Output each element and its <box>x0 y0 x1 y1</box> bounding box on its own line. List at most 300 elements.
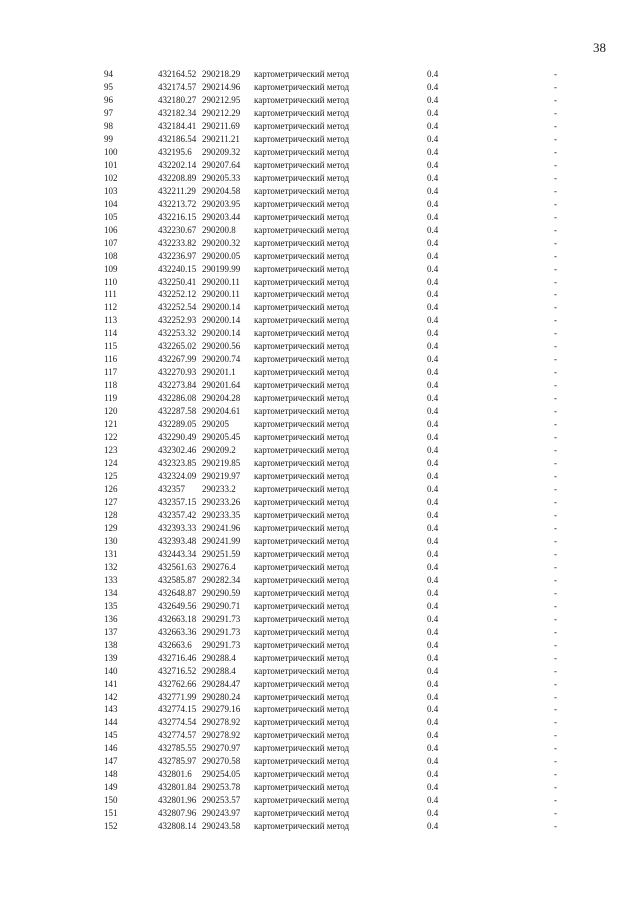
table-row <box>0 678 640 691</box>
coordinate-y-cell: 290205 <box>202 419 229 430</box>
table-row <box>0 444 640 457</box>
note-cell: - <box>554 626 557 637</box>
note-cell: - <box>554 328 557 339</box>
method-cell: картометрический метод <box>254 302 350 313</box>
table-row <box>0 301 640 314</box>
coordinate-x-cell: 432184.41 <box>158 120 197 131</box>
table-row <box>0 392 640 405</box>
point-number-cell: 128 <box>104 509 118 520</box>
method-cell: картометрический метод <box>254 782 350 793</box>
table-row <box>0 535 640 548</box>
point-number-cell: 140 <box>104 665 118 676</box>
table-row <box>0 107 640 120</box>
note-cell: - <box>554 69 557 79</box>
point-number-cell: 152 <box>104 821 118 832</box>
table-row <box>0 211 640 224</box>
accuracy-cell: 0.4 <box>427 613 439 624</box>
accuracy-cell: 0.4 <box>427 393 439 404</box>
point-number-cell: 135 <box>104 600 118 611</box>
method-cell: картометрический метод <box>254 484 350 494</box>
accuracy-cell: 0.4 <box>427 81 439 92</box>
note-cell: - <box>554 535 557 546</box>
coordinate-x-cell: 432273.84 <box>158 380 197 391</box>
accuracy-cell: 0.4 <box>427 548 439 559</box>
method-cell: картометрический метод <box>254 380 350 391</box>
coordinate-y-cell: 290200.14 <box>202 302 241 313</box>
note-cell: - <box>554 484 557 494</box>
note-cell: - <box>554 367 557 378</box>
method-cell: картометрический метод <box>254 795 350 806</box>
table-row <box>0 159 640 172</box>
method-cell: картометрический метод <box>254 120 350 131</box>
method-cell: картометрический метод <box>254 691 350 702</box>
point-number-cell: 106 <box>104 224 118 235</box>
method-cell: картометрический метод <box>254 250 350 261</box>
coordinate-x-cell: 432771.99 <box>158 691 197 702</box>
note-cell: - <box>554 107 557 118</box>
table-row <box>0 496 640 509</box>
coordinate-y-cell: 290200.11 <box>202 276 240 287</box>
method-cell: картометрический метод <box>254 367 350 378</box>
coordinate-x-cell: 432240.15 <box>158 263 197 274</box>
coordinate-x-cell: 432265.02 <box>158 341 197 352</box>
method-cell: картометрический метод <box>254 717 350 728</box>
note-cell: - <box>554 276 557 287</box>
table-row <box>0 224 640 237</box>
table-row <box>0 431 640 444</box>
coordinate-y-cell: 290200.05 <box>202 250 241 261</box>
point-number-cell: 94 <box>104 69 113 79</box>
table-row <box>0 314 640 327</box>
accuracy-cell: 0.4 <box>427 769 439 780</box>
method-cell: картометрический метод <box>254 237 350 248</box>
point-number-cell: 134 <box>104 587 118 598</box>
coordinate-y-cell: 290200.14 <box>202 315 241 326</box>
table-row <box>0 366 640 379</box>
coordinate-x-cell: 432290.49 <box>158 432 197 443</box>
coordinate-y-cell: 290278.92 <box>202 717 241 728</box>
coordinate-y-cell: 290205.45 <box>202 432 241 443</box>
coordinate-y-cell: 290211.69 <box>202 120 240 131</box>
table-row <box>0 587 640 600</box>
coordinate-x-cell: 432443.34 <box>158 548 197 559</box>
coordinate-x-cell: 432561.63 <box>158 561 197 572</box>
point-number-cell: 141 <box>104 678 118 689</box>
accuracy-cell: 0.4 <box>427 587 439 598</box>
table-row <box>0 172 640 185</box>
method-cell: картометрический метод <box>254 639 350 650</box>
table-row <box>0 548 640 561</box>
accuracy-cell: 0.4 <box>427 808 439 819</box>
page-number: 38 <box>593 40 606 55</box>
coordinate-y-cell: 290291.73 <box>202 639 241 650</box>
point-number-cell: 132 <box>104 561 118 572</box>
table-row <box>0 600 640 613</box>
note-cell: - <box>554 237 557 248</box>
table-row <box>0 652 640 665</box>
method-cell: картометрический метод <box>254 756 350 767</box>
coordinate-y-cell: 290241.96 <box>202 522 241 533</box>
coordinate-y-cell: 290200.74 <box>202 354 241 365</box>
accuracy-cell: 0.4 <box>427 250 439 261</box>
table-row <box>0 768 640 781</box>
accuracy-cell: 0.4 <box>427 406 439 417</box>
method-cell: картометрический метод <box>254 198 350 209</box>
note-cell: - <box>554 159 557 170</box>
accuracy-cell: 0.4 <box>427 185 439 196</box>
point-number-cell: 142 <box>104 691 118 702</box>
table-row <box>0 820 640 833</box>
coordinate-y-cell: 290209.2 <box>202 445 236 456</box>
point-number-cell: 136 <box>104 613 118 624</box>
note-cell: - <box>554 756 557 767</box>
note-cell: - <box>554 704 557 715</box>
coordinate-y-cell: 290280.24 <box>202 691 241 702</box>
coordinate-x-cell: 432182.34 <box>158 107 197 118</box>
note-cell: - <box>554 289 557 300</box>
coordinate-x-cell: 432267.99 <box>158 354 197 365</box>
table-row <box>0 185 640 198</box>
accuracy-cell: 0.4 <box>427 419 439 430</box>
coordinate-y-cell: 290241.99 <box>202 535 241 546</box>
coordinate-x-cell: 432663.6 <box>158 639 192 650</box>
point-number-cell: 147 <box>104 756 118 767</box>
coordinate-y-cell: 290270.58 <box>202 756 241 767</box>
coordinate-x-cell: 432208.89 <box>158 172 197 183</box>
point-number-cell: 127 <box>104 496 118 507</box>
method-cell: картометрический метод <box>254 146 350 157</box>
note-cell: - <box>554 94 557 105</box>
accuracy-cell: 0.4 <box>427 224 439 235</box>
table-row <box>0 691 640 704</box>
coordinate-y-cell: 290218.29 <box>202 69 241 79</box>
point-number-cell: 119 <box>104 393 118 404</box>
note-cell: - <box>554 665 557 676</box>
method-cell: картометрический метод <box>254 432 350 443</box>
point-number-cell: 104 <box>104 198 118 209</box>
method-cell: картометрический метод <box>254 393 350 404</box>
point-number-cell: 151 <box>104 808 118 819</box>
table-row <box>0 613 640 626</box>
point-number-cell: 105 <box>104 211 118 222</box>
coordinate-x-cell: 432774.15 <box>158 704 197 715</box>
coordinate-x-cell: 432649.56 <box>158 600 197 611</box>
coordinate-y-cell: 290209.32 <box>202 146 241 157</box>
table-row <box>0 237 640 250</box>
coordinate-y-cell: 290251.59 <box>202 548 241 559</box>
note-cell: - <box>554 782 557 793</box>
note-cell: - <box>554 561 557 572</box>
coordinate-x-cell: 432186.54 <box>158 133 197 144</box>
coordinate-x-cell: 432216.15 <box>158 211 197 222</box>
table-row <box>0 639 640 652</box>
accuracy-cell: 0.4 <box>427 367 439 378</box>
coordinate-y-cell: 290207.64 <box>202 159 241 170</box>
accuracy-cell: 0.4 <box>427 94 439 105</box>
accuracy-cell: 0.4 <box>427 743 439 754</box>
coordinate-x-cell: 432762.66 <box>158 678 197 689</box>
table-row <box>0 703 640 716</box>
method-cell: картометрический метод <box>254 406 350 417</box>
coordinate-y-cell: 290204.58 <box>202 185 241 196</box>
coordinate-y-cell: 290233.2 <box>202 484 236 494</box>
table-row <box>0 781 640 794</box>
accuracy-cell: 0.4 <box>427 133 439 144</box>
method-cell: картометрический метод <box>254 561 350 572</box>
point-number-cell: 98 <box>104 120 113 131</box>
method-cell: картометрический метод <box>254 652 350 663</box>
method-cell: картометрический метод <box>254 276 350 287</box>
note-cell: - <box>554 821 557 832</box>
coordinate-y-cell: 290278.92 <box>202 730 241 741</box>
accuracy-cell: 0.4 <box>427 639 439 650</box>
coordinate-y-cell: 290243.97 <box>202 808 241 819</box>
accuracy-cell: 0.4 <box>427 704 439 715</box>
accuracy-cell: 0.4 <box>427 198 439 209</box>
coordinate-x-cell: 432323.85 <box>158 458 197 469</box>
method-cell: картометрический метод <box>254 315 350 326</box>
method-cell: картометрический метод <box>254 81 350 92</box>
note-cell: - <box>554 717 557 728</box>
note-cell: - <box>554 224 557 235</box>
note-cell: - <box>554 639 557 650</box>
note-cell: - <box>554 743 557 754</box>
coordinate-y-cell: 290199.99 <box>202 263 241 274</box>
coordinate-y-cell: 290291.73 <box>202 613 241 624</box>
point-number-cell: 99 <box>104 133 113 144</box>
coordinate-x-cell: 432236.97 <box>158 250 197 261</box>
note-cell: - <box>554 471 557 482</box>
point-number-cell: 131 <box>104 548 118 559</box>
point-number-cell: 100 <box>104 146 118 157</box>
method-cell: картометрический метод <box>254 548 350 559</box>
point-number-cell: 116 <box>104 354 118 365</box>
point-number-cell: 115 <box>104 341 118 352</box>
method-cell: картометрический метод <box>254 678 350 689</box>
point-number-cell: 137 <box>104 626 118 637</box>
note-cell: - <box>554 522 557 533</box>
method-cell: картометрический метод <box>254 94 350 105</box>
coordinate-y-cell: 290219.85 <box>202 458 241 469</box>
table-row <box>0 509 640 522</box>
coordinate-y-cell: 290204.28 <box>202 393 241 404</box>
coordinate-x-cell: 432174.57 <box>158 81 197 92</box>
accuracy-cell: 0.4 <box>427 691 439 702</box>
point-number-cell: 149 <box>104 782 118 793</box>
note-cell: - <box>554 133 557 144</box>
accuracy-cell: 0.4 <box>427 574 439 585</box>
accuracy-cell: 0.4 <box>427 302 439 313</box>
table-row <box>0 405 640 418</box>
table-row <box>0 94 640 107</box>
table-row <box>0 379 640 392</box>
note-cell: - <box>554 458 557 469</box>
table-row <box>0 626 640 639</box>
note-cell: - <box>554 172 557 183</box>
method-cell: картометрический метод <box>254 107 350 118</box>
coordinate-x-cell: 432716.46 <box>158 652 197 663</box>
accuracy-cell: 0.4 <box>427 522 439 533</box>
coordinate-x-cell: 432808.14 <box>158 821 197 832</box>
point-number-cell: 143 <box>104 704 118 715</box>
point-number-cell: 133 <box>104 574 118 585</box>
coordinate-y-cell: 290203.44 <box>202 211 241 222</box>
note-cell: - <box>554 795 557 806</box>
coordinate-x-cell: 432213.72 <box>158 198 197 209</box>
coordinate-y-cell: 290276.4 <box>202 561 236 572</box>
table-row <box>0 198 640 211</box>
point-number-cell: 123 <box>104 445 118 456</box>
accuracy-cell: 0.4 <box>427 380 439 391</box>
accuracy-cell: 0.4 <box>427 445 439 456</box>
coordinate-y-cell: 290200.32 <box>202 237 241 248</box>
coordinate-x-cell: 432716.52 <box>158 665 197 676</box>
table-row <box>0 665 640 678</box>
table-row <box>0 574 640 587</box>
coordinate-x-cell: 432801.6 <box>158 769 192 780</box>
coordinate-y-cell: 290214.96 <box>202 81 241 92</box>
coordinate-y-cell: 290204.61 <box>202 406 241 417</box>
coordinate-y-cell: 290288.4 <box>202 652 236 663</box>
coordinate-x-cell: 432663.36 <box>158 626 197 637</box>
method-cell: картометрический метод <box>254 821 350 832</box>
coordinate-y-cell: 290233.26 <box>202 496 241 507</box>
accuracy-cell: 0.4 <box>427 795 439 806</box>
coordinate-x-cell: 432801.96 <box>158 795 197 806</box>
method-cell: картометрический метод <box>254 574 350 585</box>
table-row <box>0 120 640 133</box>
point-number-cell: 139 <box>104 652 118 663</box>
accuracy-cell: 0.4 <box>427 535 439 546</box>
coordinate-x-cell: 432252.54 <box>158 302 197 313</box>
coordinate-x-cell: 432807.96 <box>158 808 197 819</box>
accuracy-cell: 0.4 <box>427 717 439 728</box>
method-cell: картометрический метод <box>254 808 350 819</box>
method-cell: картометрический метод <box>254 341 350 352</box>
method-cell: картометрический метод <box>254 69 350 79</box>
coordinate-x-cell: 432357.42 <box>158 509 197 520</box>
note-cell: - <box>554 445 557 456</box>
table-row <box>0 353 640 366</box>
point-number-cell: 124 <box>104 458 118 469</box>
table-row <box>0 522 640 535</box>
note-cell: - <box>554 574 557 585</box>
coordinate-y-cell: 290282.34 <box>202 574 241 585</box>
accuracy-cell: 0.4 <box>427 458 439 469</box>
accuracy-cell: 0.4 <box>427 172 439 183</box>
coordinate-x-cell: 432585.87 <box>158 574 197 585</box>
table-row <box>0 716 640 729</box>
point-number-cell: 130 <box>104 535 118 546</box>
method-cell: картометрический метод <box>254 224 350 235</box>
table-row <box>0 470 640 483</box>
coordinate-y-cell: 290200.11 <box>202 289 240 300</box>
coordinate-y-cell: 290254.05 <box>202 769 241 780</box>
table-row <box>0 794 640 807</box>
method-cell: картометрический метод <box>254 263 350 274</box>
coordinate-x-cell: 432180.27 <box>158 94 197 105</box>
coordinate-y-cell: 290284.47 <box>202 678 241 689</box>
table-row <box>0 729 640 742</box>
coordinate-x-cell: 432785.55 <box>158 743 197 754</box>
note-cell: - <box>554 808 557 819</box>
coordinate-y-cell: 290270.97 <box>202 743 241 754</box>
coordinate-x-cell: 432252.93 <box>158 315 197 326</box>
coordinate-x-cell: 432774.54 <box>158 717 197 728</box>
note-cell: - <box>554 146 557 157</box>
coordinate-y-cell: 290279.16 <box>202 704 241 715</box>
table-row <box>0 146 640 159</box>
point-number-cell: 145 <box>104 730 118 741</box>
coordinate-x-cell: 432324.09 <box>158 471 197 482</box>
note-cell: - <box>554 496 557 507</box>
accuracy-cell: 0.4 <box>427 678 439 689</box>
accuracy-cell: 0.4 <box>427 159 439 170</box>
coordinate-x-cell: 432195.6 <box>158 146 192 157</box>
note-cell: - <box>554 419 557 430</box>
coordinate-x-cell: 432164.52 <box>158 69 197 79</box>
coordinate-y-cell: 290290.59 <box>202 587 241 598</box>
coordinate-x-cell: 432302.46 <box>158 445 197 456</box>
coordinate-x-cell: 432202.14 <box>158 159 197 170</box>
accuracy-cell: 0.4 <box>427 782 439 793</box>
method-cell: картометрический метод <box>254 613 350 624</box>
accuracy-cell: 0.4 <box>427 730 439 741</box>
method-cell: картометрический метод <box>254 458 350 469</box>
coordinate-x-cell: 432253.32 <box>158 328 197 339</box>
accuracy-cell: 0.4 <box>427 328 439 339</box>
note-cell: - <box>554 691 557 702</box>
note-cell: - <box>554 406 557 417</box>
method-cell: картометрический метод <box>254 289 350 300</box>
table-row <box>0 263 640 276</box>
coordinate-table <box>0 68 640 833</box>
point-number-cell: 122 <box>104 432 118 443</box>
point-number-cell: 125 <box>104 471 118 482</box>
accuracy-cell: 0.4 <box>427 237 439 248</box>
accuracy-cell: 0.4 <box>427 341 439 352</box>
method-cell: картометрический метод <box>254 185 350 196</box>
point-number-cell: 110 <box>104 276 118 287</box>
coordinate-y-cell: 290212.95 <box>202 94 241 105</box>
coordinate-y-cell: 290253.78 <box>202 782 241 793</box>
coordinate-x-cell: 432211.29 <box>158 185 196 196</box>
note-cell: - <box>554 769 557 780</box>
coordinate-x-cell: 432289.05 <box>158 419 197 430</box>
note-cell: - <box>554 198 557 209</box>
table-row <box>0 340 640 353</box>
table-row <box>0 250 640 263</box>
coordinate-x-cell: 432648.87 <box>158 587 197 598</box>
accuracy-cell: 0.4 <box>427 354 439 365</box>
coordinate-y-cell: 290203.95 <box>202 198 241 209</box>
coordinate-x-cell: 432286.08 <box>158 393 197 404</box>
point-number-cell: 112 <box>104 302 118 313</box>
table-row <box>0 81 640 94</box>
method-cell: картометрический метод <box>254 328 350 339</box>
method-cell: картометрический метод <box>254 665 350 676</box>
coordinate-x-cell: 432233.82 <box>158 237 197 248</box>
method-cell: картометрический метод <box>254 600 350 611</box>
table-row <box>0 133 640 146</box>
note-cell: - <box>554 393 557 404</box>
note-cell: - <box>554 652 557 663</box>
point-number-cell: 109 <box>104 263 118 274</box>
coordinate-y-cell: 290212.29 <box>202 107 241 118</box>
note-cell: - <box>554 730 557 741</box>
method-cell: картометрический метод <box>254 704 350 715</box>
point-number-cell: 95 <box>104 81 113 92</box>
